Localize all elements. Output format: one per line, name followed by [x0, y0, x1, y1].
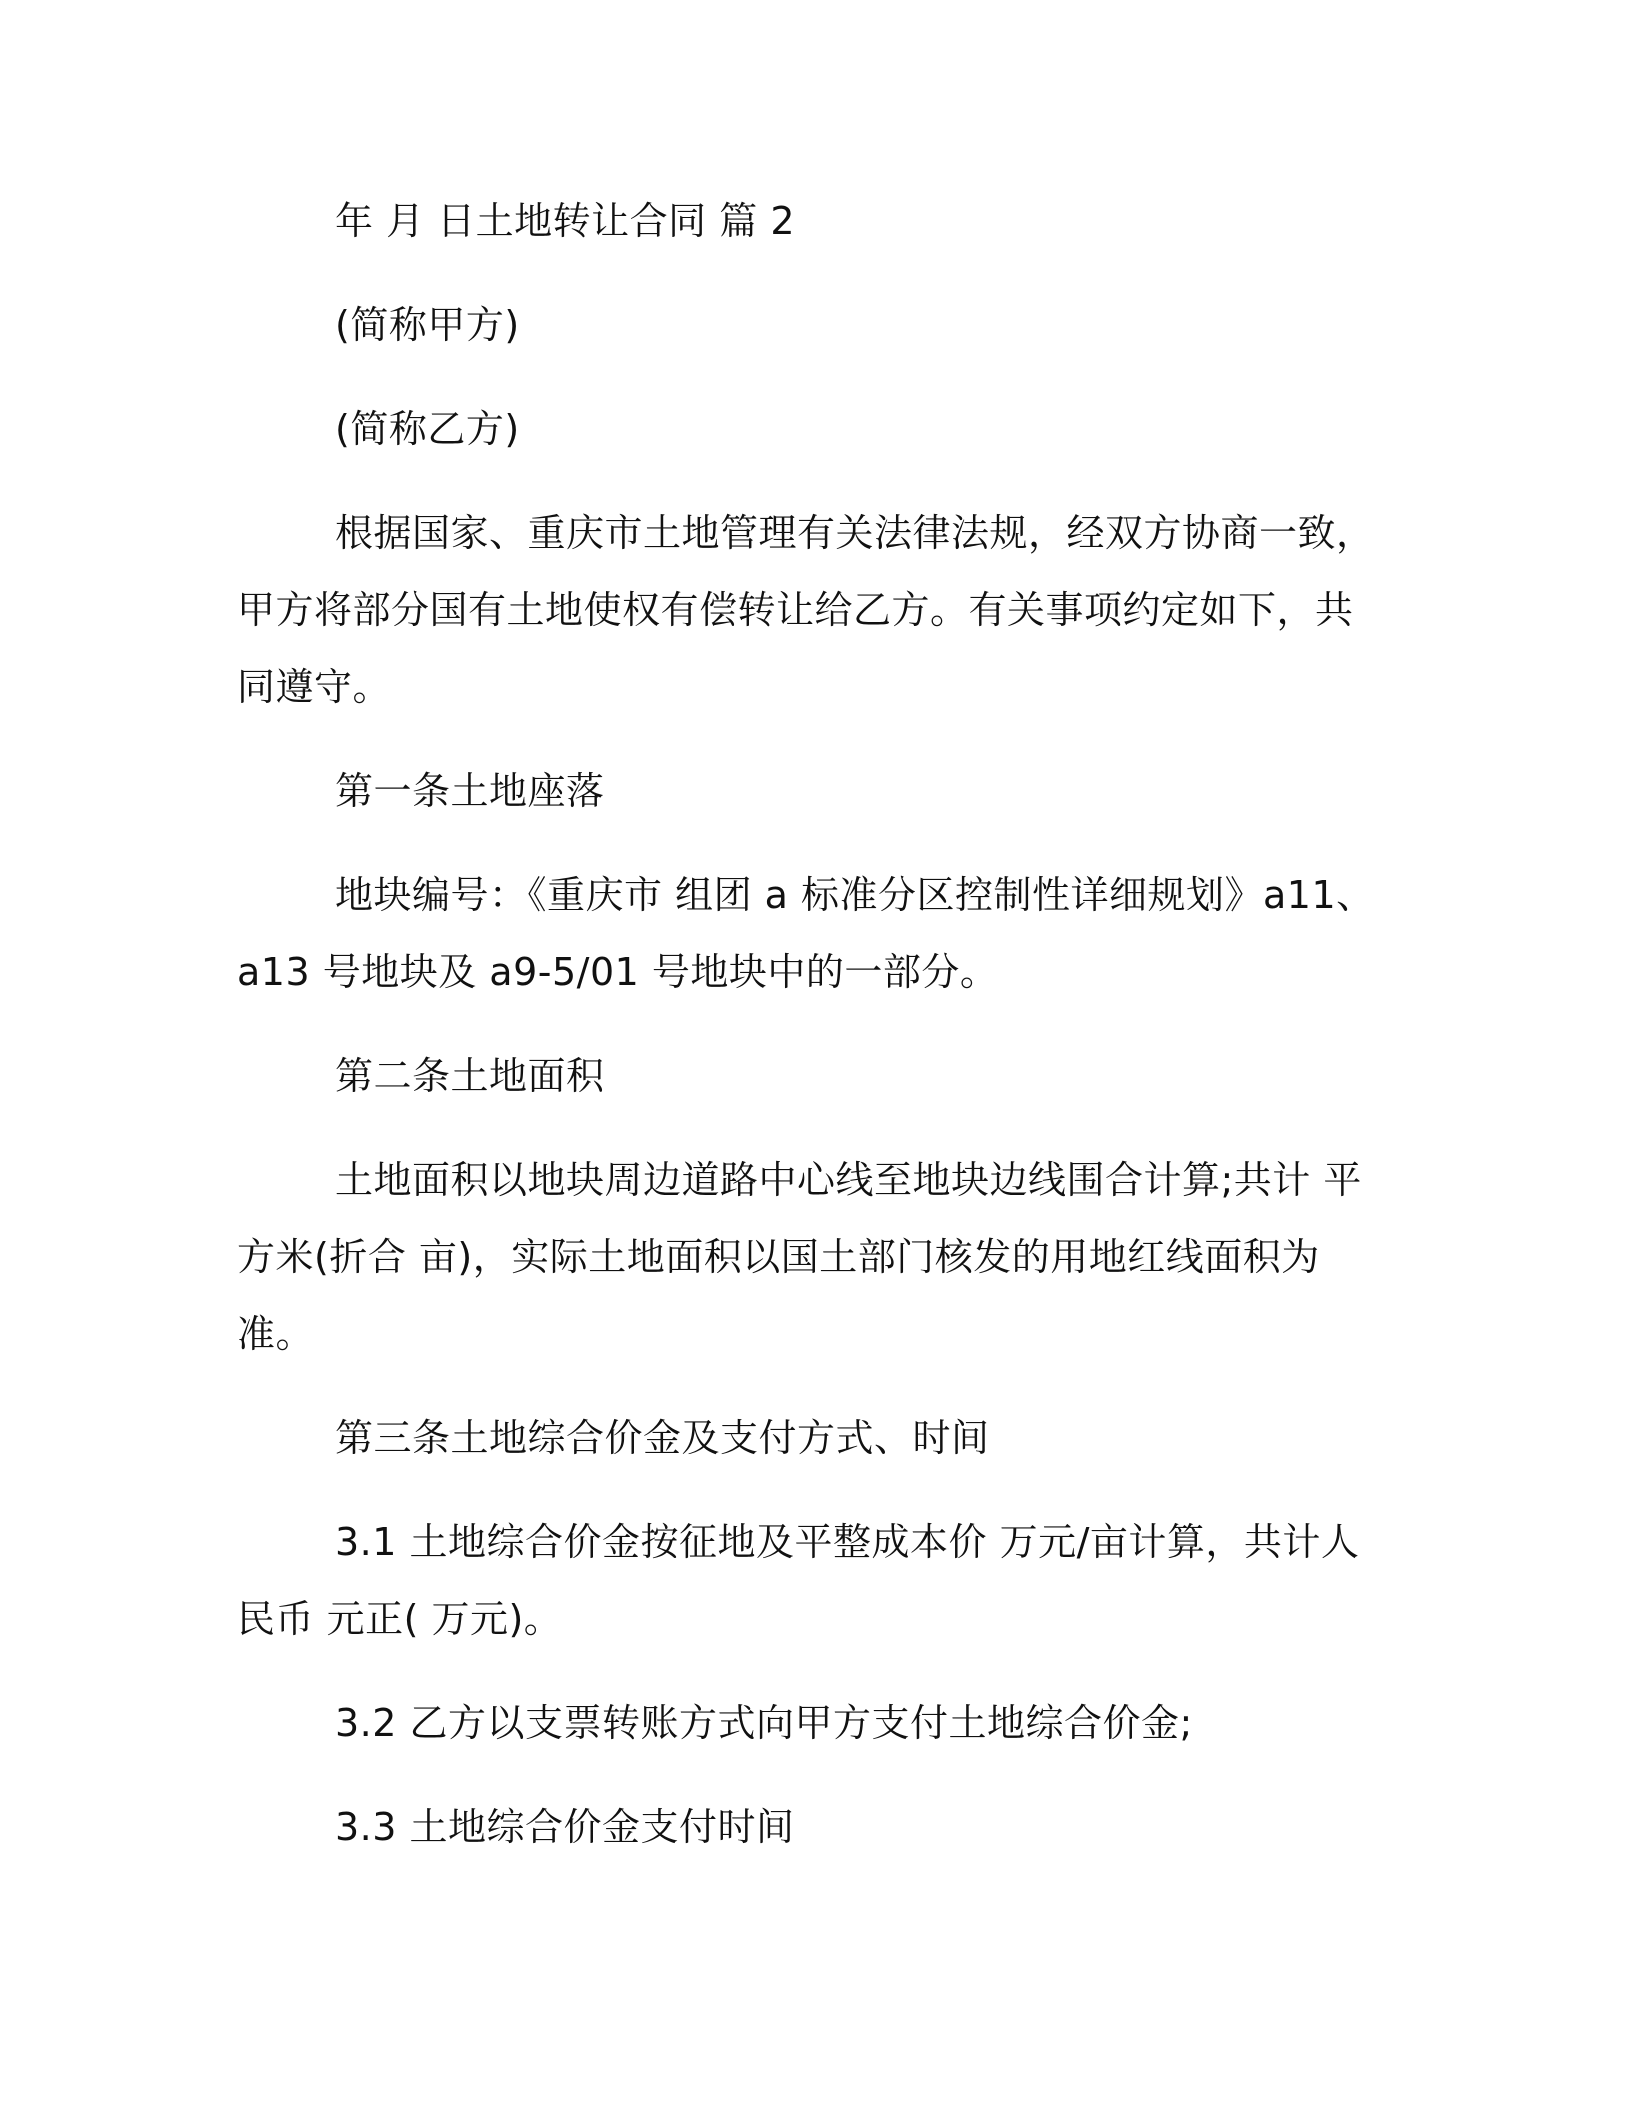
article-2-body: 土地面积以地块周边道路中心线至地块边线围合计算;共计 平方米(折合 亩)，实际土地面积以国土部门核发的用地红线面积为准。: [237, 1158, 1362, 1356]
article-1-body: 地块编号：《重庆市 组团 a 标准分区控制性详细规划》a11、a13 号地块及 a9-5/01 号地块中的一部分。: [237, 873, 1375, 994]
article-3-heading: 第三条土地综合价金及支付方式、时间: [335, 1416, 990, 1460]
article-2-heading: 第二条土地面积: [335, 1054, 605, 1098]
document-body: [237, 183, 1387, 1893]
intro-paragraph: 根据国家、重庆市土地管理有关法律法规，经双方协商一致，甲方将部分国有土地使权有偿转让给乙方。有关事项约定如下，共同遵守。: [237, 511, 1375, 709]
clause-3-2: 3.2 乙方以支票转账方式向甲方支付土地综合价金;: [335, 1701, 1193, 1745]
party-b-line: (简称乙方): [335, 407, 520, 451]
clause-3-3: 3.3 土地综合价金支付时间: [335, 1805, 795, 1849]
document-title: 年 月 日土地转让合同 篇 2: [335, 199, 795, 243]
article-1-heading: 第一条土地座落: [335, 769, 605, 813]
party-a-line: (简称甲方): [335, 303, 520, 347]
clause-3-1: 3.1 土地综合价金按征地及平整成本价 万元/亩计算，共计人民币 元正( 万元)。: [237, 1520, 1360, 1641]
